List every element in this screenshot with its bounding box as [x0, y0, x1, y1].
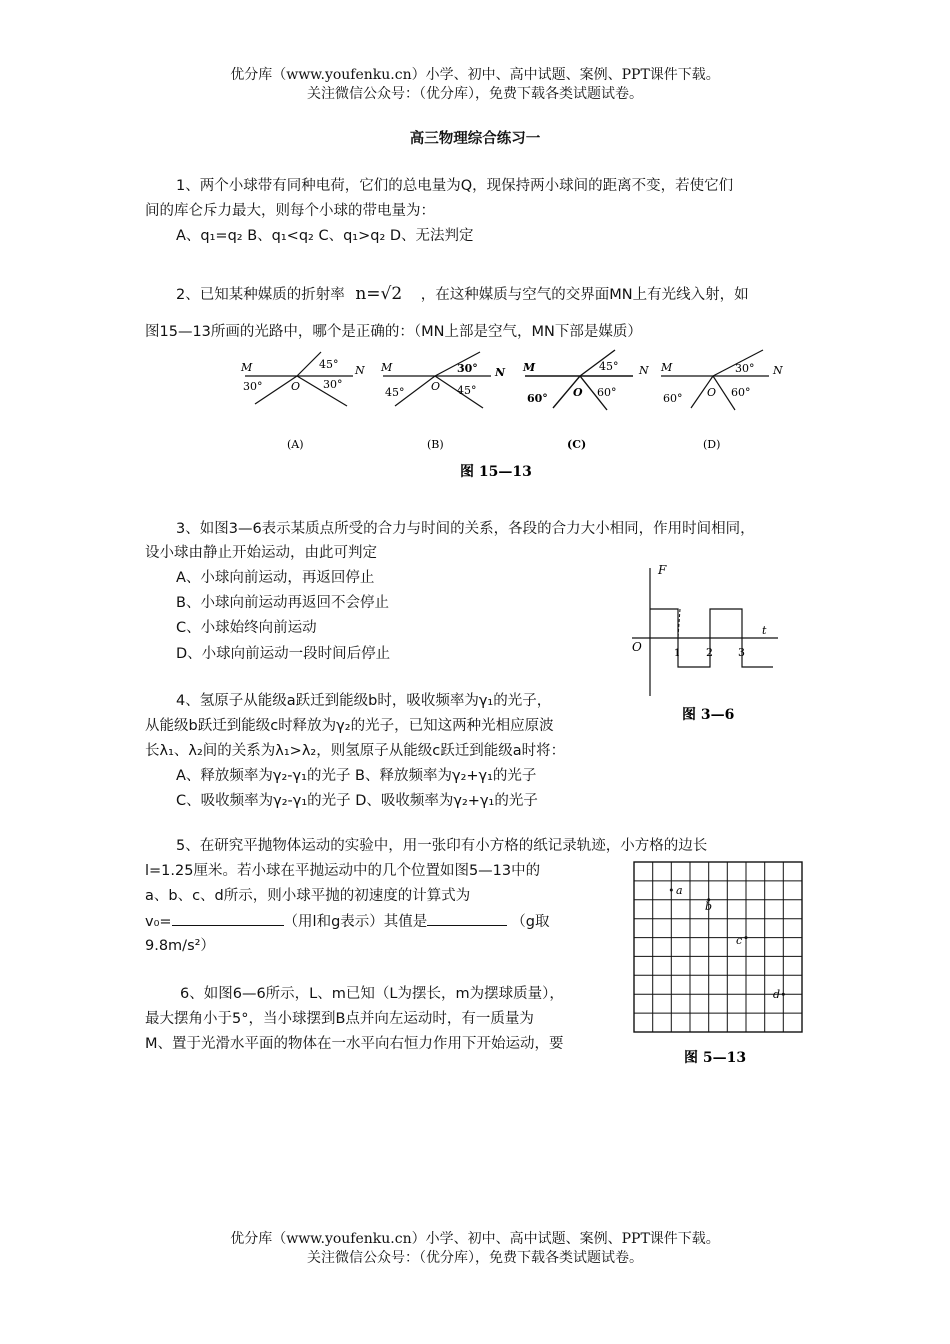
q6-line-2: 最大摆角小于5°，当小球摆到B点并向左运动时，有一质量为: [145, 1011, 534, 1027]
q4-options-2: C、吸收频率为γ₂-γ₁的光子 D、吸收频率为γ₂+γ₁的光子: [176, 793, 538, 809]
q6-line-1: 6、如图6—6所示，L、m已知（L为摆长，m为摆球质量），: [180, 986, 564, 1002]
q3-option-a: A、小球向前运动，再返回停止: [176, 570, 375, 586]
q5-line-1: 5、在研究平抛物体运动的实验中，用一张印有小方格的纸记录轨迹，小方格的边长: [176, 838, 708, 854]
figure-5-13: [630, 858, 808, 1070]
page-title: 高三物理综合练习一: [409, 131, 541, 147]
q2-line-1a: 2、已知某种媒质的折射率: [176, 287, 345, 303]
svg-text:M: M: [381, 361, 393, 374]
figure-5-13-caption: 图 5—13: [684, 1050, 747, 1066]
footer-line-2: 关注微信公众号：（优分库），免费下载各类试题试卷。: [307, 1250, 643, 1266]
svg-text:1: 1: [674, 648, 681, 659]
svg-text:3: 3: [738, 646, 745, 659]
q2-formula: n=√2: [355, 284, 403, 304]
svg-text:F: F: [658, 563, 667, 577]
svg-text:O: O: [707, 386, 717, 399]
q3-option-d: D、小球向前运动一段时间后停止: [176, 646, 391, 662]
svg-text:M: M: [241, 361, 253, 374]
point-b: b: [705, 900, 713, 913]
svg-text:60°: 60°: [527, 392, 548, 405]
q5-v0-label: v₀=: [145, 914, 172, 930]
point-a: a: [676, 884, 683, 897]
q3-option-c: C、小球始终向前运动: [176, 620, 317, 636]
q5-blank-formula[interactable]: [172, 911, 284, 926]
svg-text:N: N: [495, 366, 506, 379]
svg-text:t: t: [762, 624, 767, 637]
q6-line-3: M、置于光滑水平面的物体在一水平向右恒力作用下开始运动，要: [145, 1036, 564, 1052]
svg-text:45°: 45°: [385, 386, 405, 399]
q5-line-4b: （用l和g表示）其值是: [283, 914, 428, 930]
q4-options-1: A、释放频率为γ₂-γ₁的光子 B、释放频率为γ₂+γ₁的光子: [176, 768, 537, 784]
svg-text:30°: 30°: [323, 378, 343, 391]
q1-line-2: 间的库仑斥力最大，则每个小球的带电量为：: [145, 203, 435, 219]
svg-text:(D): (D): [703, 438, 721, 451]
q3-line-2: 设小球由静止开始运动，由此可判定: [145, 545, 377, 561]
svg-text:O: O: [291, 380, 301, 393]
q5-line-4: [145, 911, 550, 932]
q1-line-1: 1、两个小球带有同种电荷，它们的总电量为Q，现保持两小球间的距离不变，若使它们: [176, 178, 734, 194]
q2-line-1: [176, 284, 749, 305]
footer-line-1: 优分库（www.youfenku.cn）小学、初中、高中试题、案例、PPT课件下载。: [230, 1231, 720, 1247]
svg-text:30°: 30°: [735, 362, 755, 375]
q2-line-1b: ，在这种媒质与空气的交界面MN上有光线入射，如: [420, 287, 749, 303]
figure-15-13-caption: 图 15—13: [460, 464, 532, 480]
svg-text:(B): (B): [427, 438, 444, 451]
q1-options: A、q₁=q₂ B、q₁<q₂ C、q₁>q₂ D、无法判定: [176, 228, 474, 244]
q5-line-5: 9.8m/s²）: [145, 938, 215, 954]
svg-text:45°: 45°: [457, 384, 477, 397]
svg-text:30°: 30°: [457, 362, 478, 375]
q5-line-3: a、b、c、d所示，则小球平抛的初速度的计算式为: [145, 888, 471, 904]
q5-line-4c: （g取: [511, 914, 550, 930]
svg-text:45°: 45°: [599, 360, 619, 373]
svg-text:O: O: [431, 380, 441, 393]
panel-d: [660, 350, 783, 451]
svg-text:M: M: [523, 361, 536, 374]
svg-text:(A): (A): [287, 438, 304, 451]
figure-3-6-caption: 图 3—6: [682, 707, 735, 723]
q2-line-2: 图15—13所画的光路中，哪个是正确的：（MN上部是空气，MN下部是媒质）: [145, 324, 642, 340]
panel-a: [240, 352, 365, 451]
svg-text:M: M: [661, 361, 673, 374]
svg-text:45°: 45°: [319, 358, 339, 371]
svg-text:30°: 30°: [243, 380, 263, 393]
svg-text:N: N: [773, 364, 783, 377]
point-c: c: [736, 934, 743, 947]
header-line-1: 优分库（www.youfenku.cn）小学、初中、高中试题、案例、PPT课件下载。: [230, 67, 720, 83]
q3-option-b: B、小球向前运动再返回不会停止: [176, 595, 389, 611]
q4-line-3: 长λ₁、λ₂间的关系为λ₁>λ₂，则氢原子从能级c跃迁到能级a时将：: [145, 743, 566, 759]
svg-text:60°: 60°: [597, 386, 617, 399]
figure-15-13: [235, 346, 795, 486]
svg-text:O: O: [573, 386, 583, 399]
svg-text:N: N: [355, 364, 365, 377]
panel-c: [522, 350, 649, 451]
svg-text:60°: 60°: [731, 386, 751, 399]
svg-text:60°: 60°: [663, 392, 683, 405]
q3-line-1: 3、如图3—6表示某质点所受的合力与时间的关系，各段的合力大小相同，作用时间相同，: [176, 521, 755, 537]
figure-3-6: [628, 556, 788, 728]
svg-text:2: 2: [706, 646, 713, 659]
q5-blank-value[interactable]: [427, 911, 507, 926]
panel-b: [380, 352, 506, 451]
svg-text:(C): (C): [567, 438, 587, 451]
q4-line-2: 从能级b跃迁到能级c时释放为γ₂的光子，已知这两种光相应原波: [145, 718, 554, 734]
q5-line-2: l=1.25厘米。若小球在平抛运动中的几个位置如图5—13中的: [145, 863, 541, 879]
svg-text:N: N: [639, 364, 649, 377]
q4-line-1: 4、氢原子从能级a跃迁到能级b时，吸收频率为γ₁的光子，: [176, 693, 552, 709]
point-d: d: [773, 988, 781, 1001]
svg-text:O: O: [632, 640, 642, 654]
header-line-2: 关注微信公众号：（优分库），免费下载各类试题试卷。: [307, 86, 643, 102]
